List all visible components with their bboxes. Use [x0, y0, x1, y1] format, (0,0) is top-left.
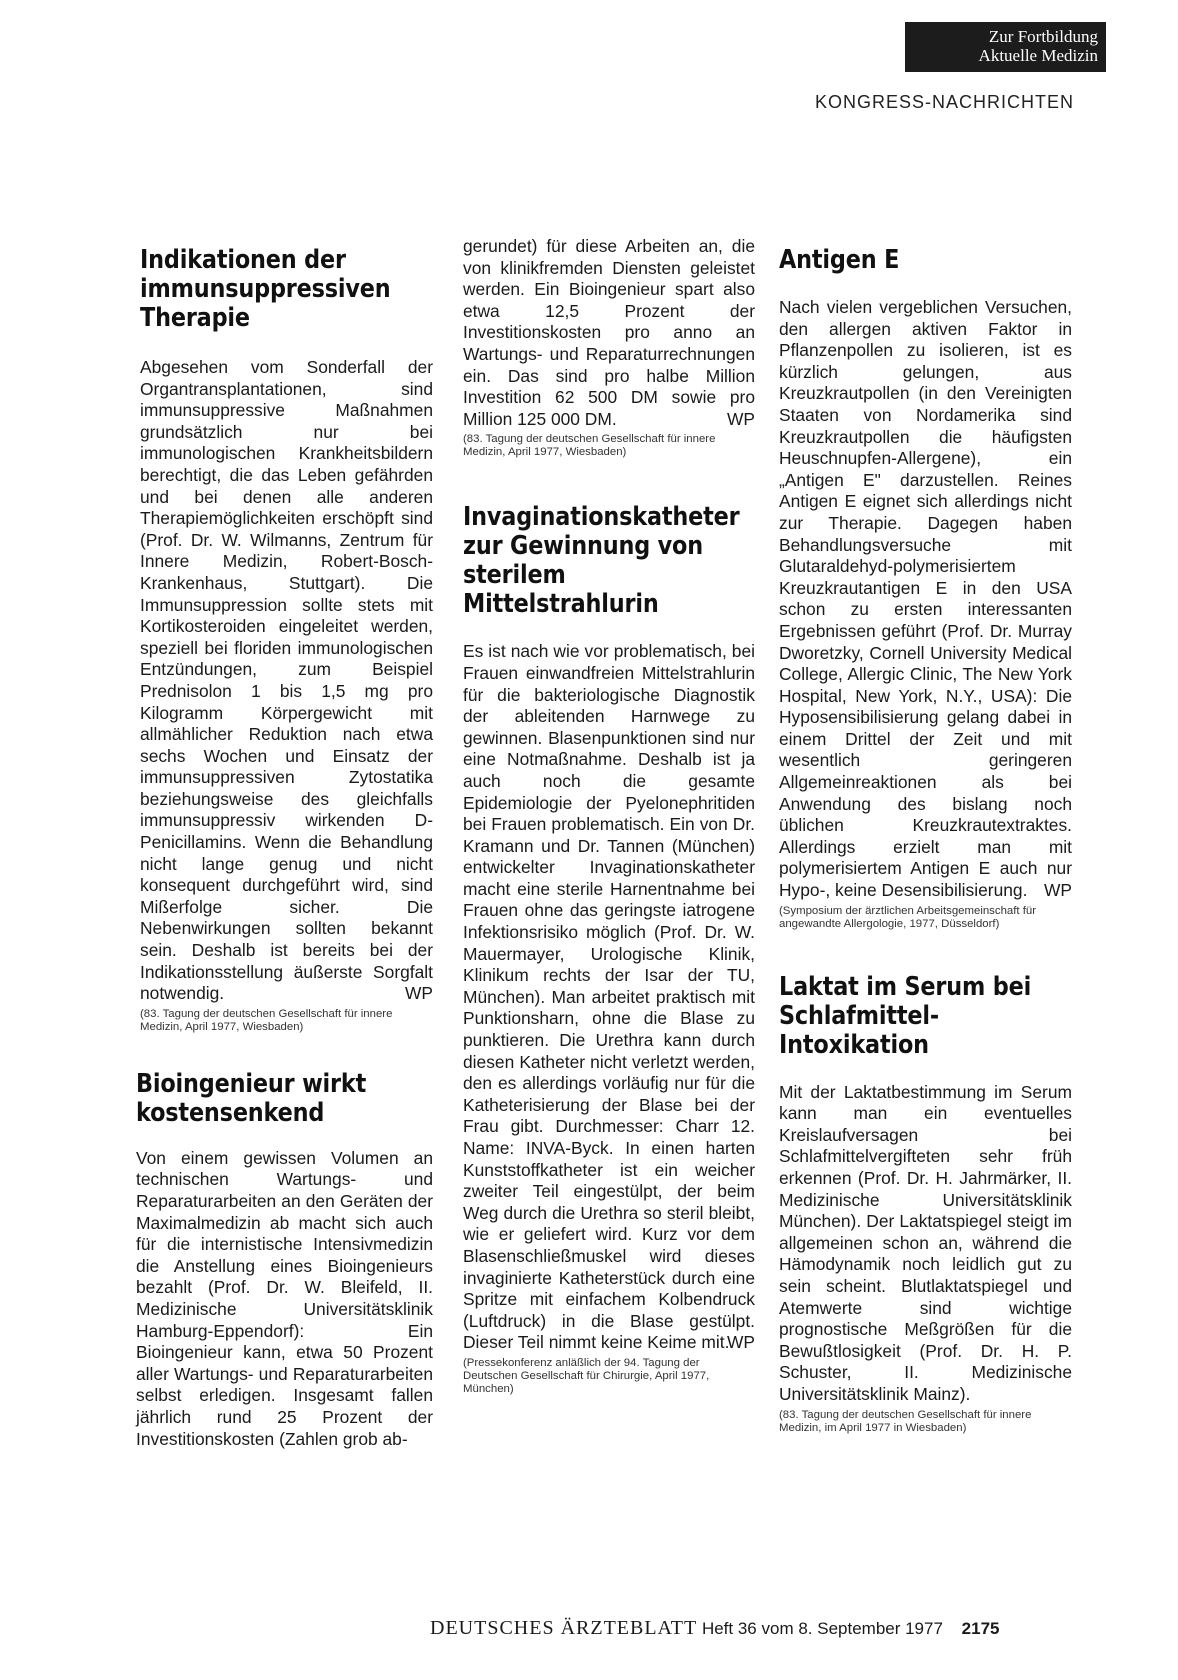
article-body: Nach vielen vergeblichen Versuchen, den allergen aktiven Faktor in Pflanzenpollen zu isolieren, ist es kürzlich gelungen, aus Kreuzkrautpollen (in den Vereinigten Staaten von Nordamerika sind Kreuzkrautpollen die häufigsten Heuschnupfen-Allergene), ein „Antigen E" darzustellen. Reines Antigen E eignet sich allerdings nicht zur Therapie. Dagegen haben Behandlungsversuche mit Glutaraldehyd-polymerisiertem Kreuzkrautantigen E in den USA schon zu ersten interessanten Ergebnissen geführt (Prof. Dr. Murray Dworetzky, Cornell University Medical College, Allergic Clinic, The New York Hospital, New York, N.Y., USA): Die Hyposensibilisierung gelang dabei in einem Drittel der Zeit und mit wesentlich geringeren Allgemeinreaktionen als bei Anwendung des bislang noch üblichen Kreuzkrautextraktes. Allerdings erzielt man mit polymerisiertem Antigen E auch nur Hypo-, keine Desensibilisierung.: [779, 297, 1072, 901]
article-body: Von einem gewissen Volumen an technischen Wartungs- und Reparaturarbeiten an den Geräten der Maximalmedizin ab macht sich auch für die internistische Intensivmedizin die Anstellung eines Bioingenieurs bezahlt (Prof. Dr. W. Bleifeld, II. Medizinische Universitätsklinik Hamburg-Eppendorf): Ein Bioingenieur kann, etwa 50 Prozent aller Wartungs- und Reparaturarbeiten selbst erledigen. Insgesamt fallen jährlich rund 25 Prozent der Investitionskosten (Zahlen grob ab-: [136, 1147, 433, 1449]
article-body: Mit der Laktatbestimmung im Serum kann man ein eventuelles Kreislaufversagen bei Schlafmittelvergifteten sehr früh erkennen (Prof. Dr. H. Jahrmärker, II. Medizinische Universitätsklinik München). Der Laktatspiegel steigt im allgemeinen schon an, während die Hämodynamik noch leidlich gut zu sein scheint. Blutlaktatspiegel und Atemwerte sind wichtige prognostische Meßgrößen für die Bewußtlosigkeit (Prof. Dr. H. P. Schuster, II. Medizinische Universitätsklinik Mainz).: [779, 1081, 1072, 1404]
article-source: (Pressekonferenz anläßlich der 94. Tagung der Deutschen Gesellschaft für Chirurgie, April 1977, München): [463, 1356, 710, 1395]
article-title: Bioingenieur wirkt kostensenkend: [136, 1068, 367, 1128]
article-source: (83. Tagung der deutschen Gesellschaft für innere Medizin, im April 1977 in Wiesbaden): [779, 1408, 1032, 1434]
article-title: Laktat im Serum bei Schlafmittel-Intoxikation: [779, 971, 1032, 1060]
article-signature: WP: [404, 983, 433, 1004]
column-3: [779, 246, 1072, 1435]
rubric-box: [905, 22, 1106, 72]
issue-info: Heft 36 vom 8. September 1977: [701, 1619, 943, 1638]
article-body-continued: gerundet) für diese Arbeiten an, die von klinikfremden Diensten geleistet werden. Ein Bioingenieur spart also etwa 12,5 Prozent der Investitionskosten pro anno an Wartungs- und Reparaturrechnungen ein. Das sind pro halbe Million Investition 62 500 DM sowie pro Million 125 000 DM.: [463, 236, 755, 429]
article-body: Abgesehen vom Sonderfall der Organtransplantationen, sind immunsuppressive Maßnahmen grundsätzlich nur bei immunologischen Krankheitsbildern berechtigt, die das Leben gefährden und bei denen alle anderen Therapiemöglichkeiten erschöpft sind (Prof. Dr. W. Wilmanns, Zentrum für Innere Medizin, Robert-Bosch-Krankenhaus, Stuttgart). Die Immunsuppression sollte stets mit Kortikosteroiden eingeleitet werden, speziell bei floriden immunologischen Entzündungen, zum Beispiel Prednisolon 1 bis 1,5 mg pro Kilogramm Körpergewicht mit allmählicher Reduktion nach etwa sechs Wochen und Einsatz der immunsuppressiven Zytostatika beziehungsweise des gleichfalls immunsuppressiv wirkenden D-Penicillamins. Wenn die Behandlung nicht lange genug und nicht konsequent durchgeführt wird, sind Mißerfolge sicher. Die Nebenwirkungen sollten bekannt sein. Deshalb ist bereits bei der Indikationsstellung äußerste Sorgfalt notwendig.: [140, 357, 433, 1004]
rubric-line-2: Aktuelle Medizin: [978, 46, 1098, 65]
article-invagination: [463, 503, 755, 1396]
article-title: Indikationen der immunsuppressiven Therapie: [140, 245, 391, 333]
page-number: 2175: [961, 1619, 1000, 1638]
column-1: [136, 245, 433, 1450]
article-signature: WP: [726, 1332, 755, 1353]
article-title: Invaginationskatheter zur Gewinnung von sterilem Mittelstrahlurin: [463, 502, 740, 620]
column-2: [463, 236, 755, 1396]
article-indikationen: [140, 246, 433, 1034]
article-body: Es ist nach wie vor problematisch, bei Frauen einwandfreien Mittelstrahlurin für die bakteriologische Diagnostik der ableitenden Harnwege zu gewinnen. Blasenpunktionen sind nur eine Notmaßnahme. Deshalb ist ja auch noch die gesamte Epidemiologie der Pyelonephritiden bei Frauen problematisch. Ein von Dr. Kramann und Dr. Tannen (München) entwickelter Invaginationskatheter macht eine sterile Harnentnahme bei Frauen ohne das geringste iatrogene Infektionsrisiko möglich (Prof. Dr. W. Mauermayer, Urologische Klinik, Klinikum rechts der Isar der TU, München). Man arbeitet praktisch mit Punktionsharn, ohne die Blase zu punktieren. Die Urethra kann durch diesen Katheter nicht verletzt werden, den es allerdings vorläufig nur für die Katheterisierung der Blase bei der Frau gibt. Durchmesser: Charr 12. Name: INVA-Byck. In einen harten Kunststoffkatheter ist ein weicher zweiter Teil eingestülpt, der beim Weg durch die Urethra so steril bleibt, wie er geliefert wird. Kurz vor dem Blasenschließmuskel wird dieses invaginierte Katheterstück durch eine Spritze mit einfachem Kolbendruck (Luftdruck) in die Blase gestülpt. Dieser Teil nimmt keine Keime mit.: [463, 641, 755, 1353]
article-signature: WP: [1043, 880, 1072, 901]
article-bioingenieur: [136, 1070, 433, 1450]
rubric-line-1: Zur Fortbildung: [988, 27, 1098, 46]
article-source: (83. Tagung der deutschen Gesellschaft für innere Medizin, April 1977, Wiesbaden): [140, 1007, 393, 1033]
article-antigen: [779, 246, 1072, 931]
article-signature: WP: [726, 408, 755, 429]
article-source: (Symposium der ärztlichen Arbeitsgemeinschaft für angewandte Allergologie, 1977, Düsseldorf): [779, 904, 1037, 930]
article-bioingenieur-continued: [463, 236, 755, 459]
article-title: Antigen E: [779, 245, 900, 275]
section-label: KONGRESS-NACHRICHTEN: [814, 92, 1074, 112]
article-laktat: [779, 973, 1072, 1435]
page-footer: [430, 1617, 1102, 1640]
publication-name: DEUTSCHES ÄRZTEBLATT: [430, 1617, 698, 1639]
article-source: (83. Tagung der deutschen Gesellschaft für innere Medizin, April 1977, Wiesbaden): [463, 433, 716, 459]
